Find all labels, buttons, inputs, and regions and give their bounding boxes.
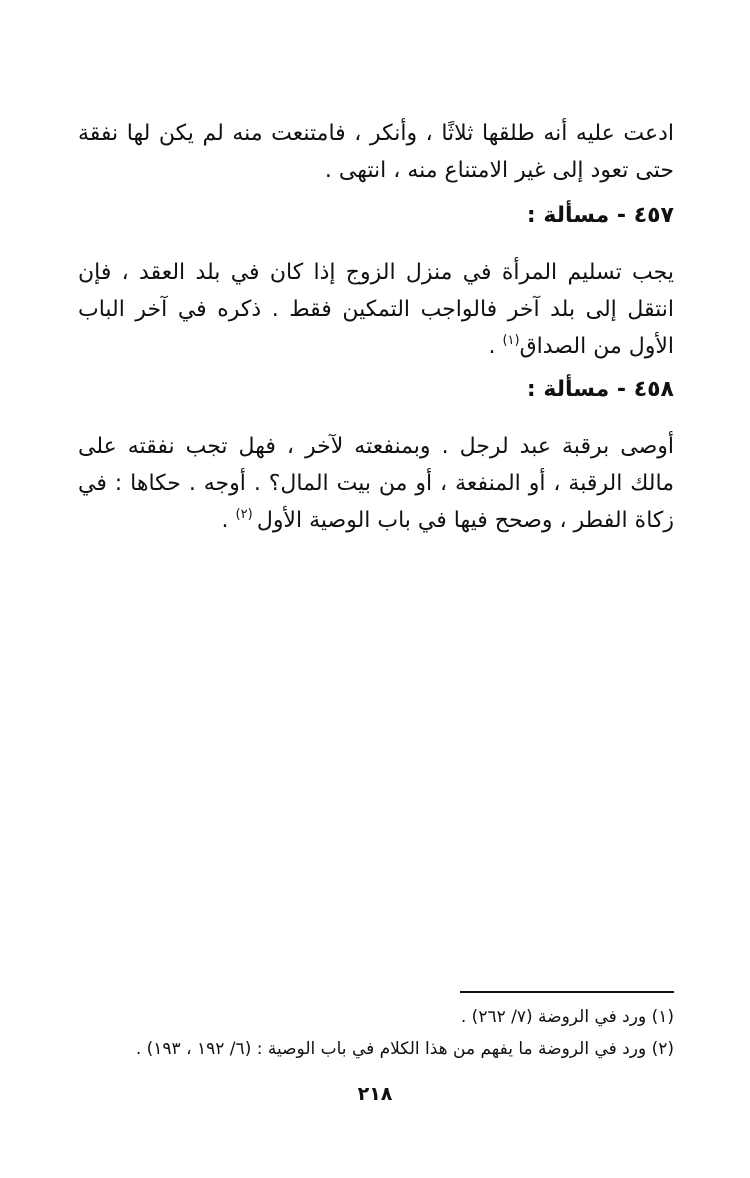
footnote-1: (١) ورد في الروضة (٧/ ٢٦٢) . [460,1007,674,1027]
footnote-ref-1: (١) [502,333,520,348]
paragraph-text: ادعت عليه أنه طلقها ثلاثًا ، وأنكر ، فامتنعت منه لم يكن لها نفقة حتى تعود إلى غير الامتناع منه ، انتهى . [78,121,674,183]
paragraph-text: يجب تسليم المرأة في منزل الزوج إذا كان في بلد العقد ، فإن انتقل إلى بلد آخر فالواجب التمكين فقط . ذكره في آخر الباب الأول من الصداق [78,260,674,359]
paragraph-issue-458 [78,428,674,539]
footnote-ref-2: (٢) [235,507,257,522]
heading-issue-458: ٤٥٨ - مسألة : [526,377,674,402]
paragraph-end: . [221,508,236,533]
paragraph-issue-457 [78,254,674,365]
footnote-divider [460,991,674,993]
paragraph-end: . [488,334,503,359]
heading-issue-457: ٤٥٧ - مسألة : [526,203,674,228]
paragraph-continued [78,115,674,189]
paragraph-text: أوصى برقبة عبد لرجل . وبمنفعته لآخر ، فهل تجب نفقته على مالك الرقبة ، أو المنفعة ، أو من بيت المال؟ . أوجه . حكاها : في زكاة الفطر ، وصحح فيها في باب الوصية الأول [78,434,674,533]
page-number: ٢١٨ [357,1083,393,1105]
footnote-2: (٢) ورد في الروضة ما يفهم من هذا الكلام في باب الوصية : (٦/ ١٩٢ ، ١٩٣) . [135,1039,674,1059]
